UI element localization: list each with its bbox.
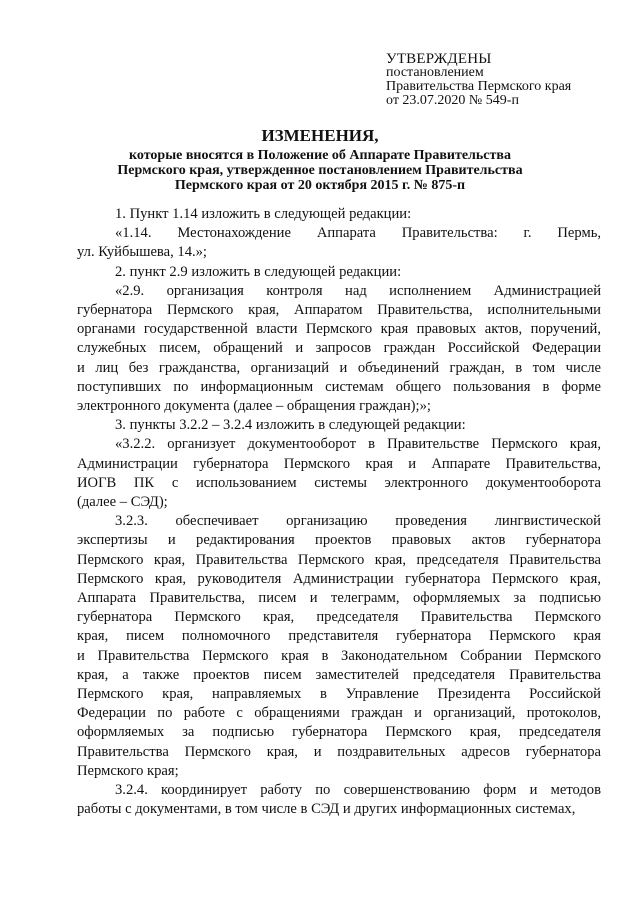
paragraph-line: 3.2.4. координирует работу по совершенствованию форм и методов bbox=[115, 782, 601, 799]
paragraph-line: «2.9. организация контроля над исполнением Администрацией bbox=[115, 282, 601, 299]
subtitle-line: Пермского края, утвержденное постановлением Правительства bbox=[117, 163, 523, 178]
paragraph-line: губернатора Пермского края, Аппаратом Правительства, исполнительными bbox=[77, 302, 601, 319]
paragraph-line: электронного документа (далее – обращения граждан);»; bbox=[77, 398, 431, 415]
paragraph bbox=[77, 781, 601, 819]
paragraph bbox=[77, 416, 601, 435]
paragraph-line: поступивших по информационным системам общего пользования в форме bbox=[77, 378, 601, 395]
paragraph-line: 2. пункт 2.9 изложить в следующей редакции: bbox=[115, 263, 402, 280]
paragraph-line: Пермского края, направляемых в Управление Президента Российской bbox=[77, 686, 601, 703]
paragraph-line: 3. пункты 3.2.2 – 3.2.4 изложить в следующей редакции: bbox=[115, 417, 466, 434]
document-body bbox=[77, 205, 601, 820]
paragraph-line: (далее – СЭД); bbox=[77, 494, 168, 511]
paragraph-line: губернатора Пермского края, председателя Правительства Пермского bbox=[77, 609, 601, 626]
paragraph-line: Правительства Пермского края, и поздравительных адресов губернатора bbox=[77, 743, 601, 760]
subtitle-line: которые вносятся в Положение об Аппарате Правительства bbox=[129, 148, 511, 163]
paragraph-line: экспертизы и редактирования проектов правовых актов губернатора bbox=[77, 532, 601, 549]
paragraph bbox=[77, 224, 601, 262]
paragraph-line: ул. Куйбышева, 14.»; bbox=[77, 244, 207, 261]
paragraph-line: 3.2.3. обеспечивает организацию проведения лингвистической bbox=[115, 513, 601, 530]
paragraph-line: Аппарата Правительства, писем и телеграмм, оформляемых за подписью bbox=[77, 590, 601, 607]
paragraph-line: «3.2.2. организует документооборот в Правительстве Пермского края, bbox=[115, 436, 601, 453]
paragraph-line: 1. Пункт 1.14 изложить в следующей редакции: bbox=[115, 206, 412, 222]
approval-line: Правительства Пермского края bbox=[386, 79, 572, 94]
document-title: ИЗМЕНЕНИЯ, bbox=[261, 126, 379, 145]
paragraph-line: Пермского края, руководителя Администрации губернатора Пермского края, bbox=[77, 570, 601, 587]
approval-heading: УТВЕРЖДЕНЫ bbox=[386, 51, 492, 67]
approval-stamp bbox=[386, 52, 571, 108]
paragraph-line: Федерации по работе с обращениями граждан и организаций, протоколов, bbox=[77, 705, 601, 722]
paragraph-line: и Правительства Пермского края в Законодательном Собрании Пермского bbox=[77, 647, 601, 664]
paragraph bbox=[77, 205, 601, 224]
paragraph-line: Администрации губернатора Пермского края и Аппарате Правительства, bbox=[77, 455, 601, 472]
paragraph-line: работы с документами, в том числе в СЭД и других информационных системах, bbox=[77, 801, 576, 818]
paragraph bbox=[77, 263, 601, 282]
subtitle-line: Пермского края от 20 октября 2015 г. № 875-п bbox=[174, 178, 466, 193]
paragraph-line: оформляемых за подписью губернатора Пермского края, председателя bbox=[77, 724, 601, 741]
document-subtitle bbox=[70, 148, 570, 193]
approval-line: постановлением bbox=[386, 65, 484, 80]
paragraph-line: края, писем полномочного представителя губернатора Пермского края bbox=[77, 628, 601, 645]
approval-date-number: от 23.07.2020 № 549-п bbox=[386, 93, 519, 108]
paragraph bbox=[77, 435, 601, 512]
paragraph-line: органами государственной власти Пермского края правовых актов, поручений, bbox=[77, 321, 601, 338]
paragraph-line: Пермского края, Правительства Пермского края, председателя Правительства bbox=[77, 551, 601, 568]
paragraph-line: служебных писем, обращений и запросов граждан Российской Федерации bbox=[77, 340, 601, 357]
paragraph-line: Пермского края; bbox=[77, 762, 179, 779]
paragraph-line: «1.14. Местонахождение Аппарата Правительства: г. Пермь, bbox=[115, 225, 601, 242]
paragraph bbox=[77, 512, 601, 781]
paragraph-line: и лиц без гражданства, организаций и объединений граждан, в том числе bbox=[77, 359, 601, 376]
paragraph-line: ИОГВ ПК с использованием системы электронного документооборота bbox=[77, 474, 601, 491]
paragraph bbox=[77, 282, 601, 416]
paragraph-line: края, а также проектов писем заместителей председателя Правительства bbox=[77, 666, 601, 683]
